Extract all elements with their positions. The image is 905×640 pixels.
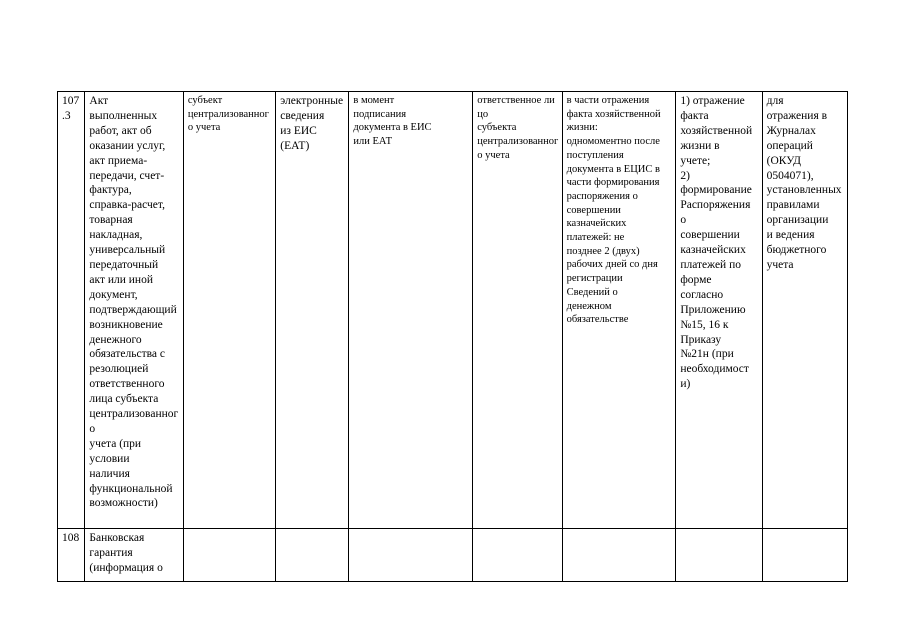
document-cell (85, 529, 183, 582)
document-table (57, 91, 848, 582)
row-number: 108 (62, 532, 80, 544)
timing-cell (349, 92, 473, 529)
action-cell (676, 529, 762, 582)
table-row (58, 529, 848, 582)
document-creator: субъект централизованного учета (187, 95, 269, 134)
row-number: 107 .3 (62, 95, 80, 122)
creation-timing: в момент подписания документа в ЕИС или ЕАТ (353, 95, 432, 148)
document-name: Акт выполненных работ, акт об оказании услуг, акт приема- передачи, счет- фактура, справка-расчет, товарная накладная, универсальный передаточный акт или иной документ, подтверждающий возникновение денежного обязательства с резолюцией ответственного лица субъекта централизованного учета (при условии наличия функциональной возможности) (89, 95, 179, 510)
row-number-cell (58, 92, 85, 529)
action-cell (676, 92, 762, 529)
table-row (58, 92, 848, 529)
responsible-person: ответственное лицо субъекта централизованного учета (477, 95, 559, 161)
row-number-cell (58, 529, 85, 582)
creator-cell (183, 92, 275, 529)
timing-cell (349, 529, 473, 582)
document-name: Банковская гарантия (информация о (89, 532, 163, 574)
registration-purpose: для отражения в Журналах операций (ОКУД 0504071), установленных правилами организации и ведения бюджетного учета (766, 95, 842, 271)
responsible-cell (473, 92, 562, 529)
deadline-cell (562, 529, 676, 582)
document-cell (85, 92, 183, 529)
purpose-cell (762, 529, 847, 582)
submission-deadline: в части отражения факта хозяйственной жизни: одномоментно после поступления документа в ЕЦИС в части формирования распоряжения о совершении казначейских платежей: не позднее 2 (двух) рабочих дней со дня регистрации Сведений о денежном обязательстве (566, 95, 661, 326)
creator-cell (183, 529, 275, 582)
responsible-cell (473, 529, 562, 582)
document-format: электронные сведения из ЕИС (ЕАТ) (280, 95, 344, 152)
format-cell (276, 529, 349, 582)
format-cell (276, 92, 349, 529)
purpose-cell (762, 92, 847, 529)
deadline-cell (562, 92, 676, 529)
accounting-action: 1) отражение факта хозяйственной жизни в учете; 2) формирование Распоряжения о совершении казначейских платежей по форме согласно Приложению №15, 16 к Приказу №21н (при необходимости) (680, 95, 753, 391)
